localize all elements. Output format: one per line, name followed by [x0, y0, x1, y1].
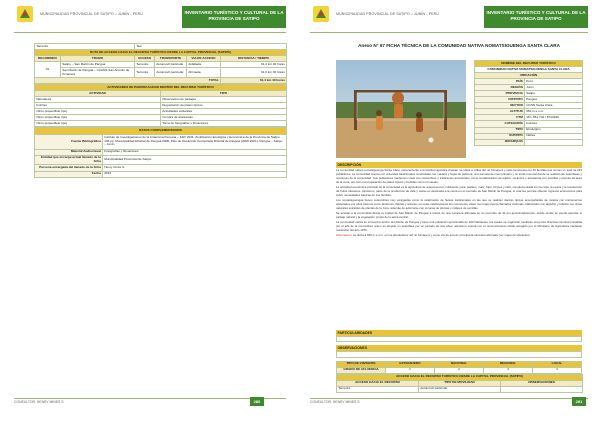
description-label: DESCRIPCIÓN	[336, 162, 582, 168]
col-recorrido: RECORRIDO	[35, 56, 61, 62]
activities-table	[34, 84, 287, 127]
activity-name: Folclore	[35, 103, 161, 109]
route-tramo: San Martín de Pangoa – CCANS San Antonio de Kimaneni	[61, 68, 135, 78]
col-via: VIA DE ACCESO	[187, 56, 221, 62]
col-nacional: NACIONAL	[435, 361, 484, 367]
table-row	[35, 68, 287, 78]
particularities-label: PARTICULARIDADES	[336, 330, 582, 336]
field-label: DISTRITO	[475, 97, 525, 103]
col-visitor-type: TIPO DE VISITANTE	[337, 361, 386, 367]
col-access: ACCESO HACIA EL RECURSO	[337, 380, 419, 386]
visitor-row-label: GRADO DE AFLUENCIA	[337, 367, 386, 373]
field-label: ALTITUD	[475, 109, 525, 115]
field-value: Folclore	[525, 121, 583, 127]
comp-value: 2012	[103, 171, 287, 177]
comp-label: Persona encargada del llenado de la ficha	[35, 165, 103, 171]
activity-name: Otros (especificar tipo)	[35, 115, 161, 121]
access-title: ACCESO HACIA EL RECURSO TURÍSTICO DESDE LA CAPITAL PROVINCIAL (SATIPO)	[337, 374, 583, 380]
table-row	[475, 139, 583, 145]
field-label: JERARQUÍA	[475, 139, 525, 145]
access-value: Terrestre	[337, 386, 419, 392]
bottom-tables	[336, 330, 582, 393]
route-number: 01	[35, 62, 61, 78]
comp-label: Fecha	[35, 171, 103, 177]
highlight-text: se ubica a 650 m.s.n.m. en los alrededores del río Kimaneni y como vía de acceso principal la carretera afirmada (ver mapa de ubicación).	[352, 232, 531, 237]
observations-label: OBSERVACIONES	[336, 345, 582, 351]
bottom-divider	[14, 398, 286, 399]
field-label: REGIÓN	[475, 85, 525, 91]
page-number: 281	[572, 397, 586, 406]
visitor-table	[336, 361, 582, 374]
activity-type: Actividades culturales	[161, 109, 287, 115]
field-label: PAÍS	[475, 79, 525, 85]
resource-table	[474, 60, 583, 146]
route-tramo: Satipo – San Martín de Pangoa	[61, 62, 135, 68]
access-table	[336, 374, 583, 393]
route-acceso: Terrestre	[135, 62, 155, 68]
field-value: 18 L 551.702 / 8743499	[525, 115, 583, 121]
col-regional: REGIONAL	[484, 361, 533, 367]
field-value: Etnológico	[525, 127, 583, 133]
observation-value	[501, 386, 583, 392]
route-transporte: Automóvil particular	[155, 68, 187, 78]
table-row	[35, 121, 287, 127]
table-row	[35, 134, 287, 149]
top-divider	[310, 32, 588, 33]
table-row	[337, 386, 583, 392]
route-top-access: Terrestre	[35, 44, 135, 50]
left-content	[34, 43, 286, 178]
field-value: Pangoa	[525, 97, 583, 103]
route-total-label: TOTAL	[35, 78, 221, 84]
col-actividad: ACTIVIDAD	[35, 91, 161, 97]
community-photo	[336, 60, 466, 158]
table-row	[35, 171, 287, 177]
top-divider	[14, 32, 286, 33]
comp-label: Entidad que encarga actual llenado de la ficha	[35, 155, 103, 165]
activity-name: Naturaleza	[35, 97, 161, 103]
route-via: Afirmada	[187, 68, 221, 78]
particularities-box	[336, 336, 582, 342]
route-total-row	[35, 78, 287, 84]
field-label: PROVINCIA	[475, 91, 525, 97]
route-dist: 31,0 km 30 horas	[221, 68, 287, 78]
description-paragraph: La comunidad nativa nomatsiguenga Santa Clara, perteneciente a la familia lingüística Arawak, se ubica a orillas del río Kimaneni y está compuesta por 49 familias que suman un total de 243 pobladores. La comunidad cuenta con viviendas tradicionales construidas con madera y hojas de palmera, una escuela de nivel primario y un local comunal donde se realizan las asambleas y reuniones de la comunidad. Sus pobladores mantienen vivas sus costumbres y tradiciones ancestrales, como la elaboración de tejidos, cerámica y artesanías con semillas y plumas de aves de la zona, así como la preparación de platos típicos y bebidas como el masato.	[336, 168, 582, 184]
table-row	[35, 155, 287, 165]
description-paragraph: Los nomatsiguengas tienen costumbres muy arraigadas como la celebración de fiestas tradicionales en las que se realizan danzas típicas acompañadas de música con instrumentos elaborados por ellos mismos como tambores, flautas y antaras; en estas celebraciones los comuneros visten sus trajes típicos llamados cushmas, elaborados con algodón y teñidos con tintes naturales extraídos de plantas de la zona, además de adornarse con coronas de plumas y collares de semillas.	[336, 197, 582, 210]
page-number: 280	[250, 397, 264, 406]
complementary-table	[34, 127, 287, 177]
field-label: UTM	[475, 115, 525, 121]
description-paragraph	[336, 234, 582, 238]
visitor-value: 4	[533, 367, 582, 373]
municipality-name: MUNICIPALIDAD PROVINCIAL DE SATIPO – JUNÍN - PERÚ	[40, 12, 144, 16]
activities-title: ACTIVIDADES DE PARROCALIDAD DENTRO DEL RECURSO TURÍSTICO	[35, 85, 287, 91]
route-acceso: Terrestre	[135, 68, 155, 78]
municipality-logo-icon	[14, 4, 36, 24]
route-transporte: Automóvil particular	[155, 62, 187, 68]
location-header: UBICACIÓN	[475, 73, 583, 79]
route-total-value: 61,4 km 40 horas	[221, 78, 287, 84]
complementary-title: DATOS COMPLEMENTARIOS	[35, 128, 287, 134]
resource-name-header: NOMBRE DEL RECURSO TURÍSTICO	[475, 61, 583, 67]
activity-type: Observación de paisajes	[161, 97, 287, 103]
col-transporte: TRANSPORTE	[155, 56, 187, 62]
table-row	[337, 367, 582, 373]
comp-value: Instituto de Investigaciones de la Amazonía Peruana – IIAP, 2011. Zonificación Ecológica y Económica de la Provincia de Satipo. 136 pp. Municipalidad Distrital de Pangoa 2008. Plan de Desarrollo Concertado Distrital de Pangoa (2008-2021). Pangoa – Satipo – Junín.	[103, 134, 287, 149]
route-dist: 31,4 km 40 horas	[221, 62, 287, 68]
field-value: Satipo	[525, 91, 583, 97]
resource-info	[474, 60, 582, 146]
consultor-credit: CONSULTOR: HENRY MINES S.	[310, 400, 361, 404]
field-label: SECTOR	[475, 103, 525, 109]
visitor-value: 3	[484, 367, 533, 373]
right-page	[300, 0, 600, 424]
field-label: TIPO	[475, 127, 525, 133]
consultor-credit: CONSULTOR: HENRY MINES S.	[14, 400, 65, 404]
field-label: SUBTIPO	[475, 133, 525, 139]
activity-name: Otros (especificar tipo)	[35, 109, 161, 115]
col-mobility: TIPO DE MOVILIDAD	[419, 380, 501, 386]
bottom-divider	[310, 398, 588, 399]
description-paragraph: La actividad económica principal de la comunidad es la agricultura de autoconsumo, cultivando yuca, plátano, maíz, frijol, cítricos y café; complementada con la caza, la pesca y la recolección de frutos silvestres. Asimismo, parte de la producción de café y cacao es destinada a la venta en el mercado de San Martín de Pangoa, lo cual les permite obtener ingresos económicos para cubrir necesidades básicas de sus familias.	[336, 184, 582, 197]
description-paragraph: Se accede a la comunidad desde la ciudad de San Martín de Pangoa a través de una carretera afirmada en un recorrido de 31 km aproximadamente, desde donde se puede apreciar el paisaje natural y la vegetación propia de la selva central.	[336, 210, 582, 219]
col-acceso: ACCESO	[135, 56, 155, 62]
route-table	[34, 43, 287, 84]
field-value	[525, 139, 583, 145]
resource-name: COMUNIDAD NATIVA NOMATSIGUENGA SANTA CLARA	[475, 67, 583, 73]
col-extranjero: EXTRANJERO	[386, 361, 435, 367]
inventory-banner: INVENTARIO TURÍSTICO Y CULTURAL DE LA PROVINCIA DE SATIPO	[182, 6, 286, 28]
comp-value: Henry Cinés S.	[103, 165, 287, 171]
visitor-value: 2	[435, 367, 484, 373]
highlight-label: Hibernación:	[336, 232, 353, 237]
comp-label: Fuente Bibliográfica	[35, 134, 103, 149]
route-via: Asfaltada	[187, 62, 221, 68]
col-tramo: TRAMO	[61, 56, 135, 62]
comp-value: Fotografías y filmaciones	[103, 149, 287, 155]
route-top-transport: Taxi	[135, 44, 287, 50]
comp-label: Material Audiovisual	[35, 149, 103, 155]
field-value: Junín	[525, 85, 583, 91]
field-value: Nativa	[525, 133, 583, 139]
field-value: Perú	[525, 79, 583, 85]
route-title: RUTA DE ACCESO HACIA EL RECURSO TURÍSTICO DESDE LA CAPITAL PROVINCIAL (SATIPO)	[35, 50, 287, 56]
comp-value: Municipalidad Provincial de Satipo	[103, 155, 287, 165]
activity-name: Otros (especificar tipo)	[35, 121, 161, 127]
col-observations: OBSERVACIONES	[501, 380, 583, 386]
description-block	[336, 162, 582, 238]
observations-box	[336, 351, 582, 358]
activity-type: Toma de fotografías y filmaciones	[161, 121, 287, 127]
inventory-banner: INVENTARIO TURÍSTICO Y CULTURAL DE LA PROVINCIA DE SATIPO	[484, 6, 588, 28]
visitor-value: 1	[386, 367, 435, 373]
description-paragraph: La comunidad nativa se encuentra dentro del distrito de Pangoa y tiene una población aproximada de 243 habitantes, los cuales se organizan mediante una junta directiva comunal presidida por el jefe de la comunidad, quien es elegido en asamblea por un periodo de dos años; asimismo cuenta con el reconocimiento oficial otorgado por el Ministerio de Agricultura mediante resolución del año 1976.	[336, 219, 582, 232]
mobility-value: Automóvil particular	[419, 386, 501, 392]
activity-type: Compra de artesanías	[161, 115, 287, 121]
col-distancia: DISTANCIA / TIEMPO	[221, 56, 287, 62]
col-local: LOCAL	[533, 361, 582, 367]
municipality-name: MUNICIPALIDAD PROVINCIAL DE SATIPO – JUNÍN - PERÚ	[336, 12, 440, 16]
field-value: 650 m.s.n.m.	[525, 109, 583, 115]
activity-type: Degustación de platos típicos	[161, 103, 287, 109]
annex-title: Anexo N° 67 FICHA TÉCNICA DE LA COMUNIDAD NATIVA NOMATSIGUENGA SANTA CLARA	[358, 43, 560, 48]
municipality-logo-icon	[310, 4, 332, 24]
field-label: CATEGORÍA	[475, 121, 525, 127]
field-value: CCNN Santa Clara	[525, 103, 583, 109]
col-tipo: TIPO	[161, 91, 287, 97]
